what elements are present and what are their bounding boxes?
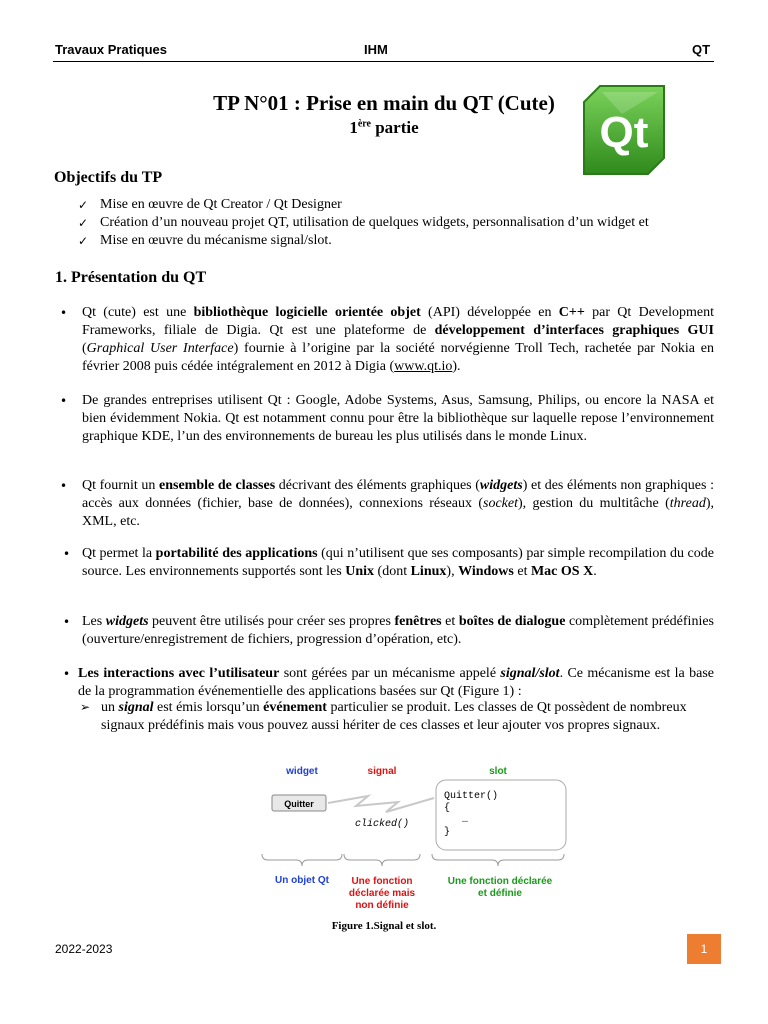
bullet-icon: • <box>63 667 71 681</box>
paragraph-portability: Qt permet la portabilité des applications (qui n’utilisent que ses composants) par simple recompilation du code source. Les environnements supportés sont les Unix (dont Linux), Windows et Mac OS X. <box>82 546 714 579</box>
figure-label-signal: signal <box>367 766 397 777</box>
figure-label-widget: widget <box>286 766 318 777</box>
figure-quit-button-label: Quitter <box>284 799 314 809</box>
paragraph-signal: un signal est émis lorsqu’un événement particulier se produit. Les classes de Qt possèdent de nombreux signaux prédéfinis mais vous pouvez aussi hériter de ces classes et leur ajouter vos propres signaux. <box>101 700 687 733</box>
objectives-list <box>78 196 738 250</box>
figure-brace-slot <box>432 854 564 866</box>
figure-caption: Figure 1.Signal et slot. <box>331 920 437 932</box>
bullet-icon: • <box>60 306 68 320</box>
objective-item: ✓ Mise en œuvre du mécanisme signal/slot. <box>78 233 332 248</box>
figure-code-line: } <box>444 827 451 838</box>
objective-item: ✓ Mise en œuvre de Qt Creator / Qt Designer <box>78 197 342 212</box>
header-left: Travaux Pratiques <box>55 42 167 57</box>
figure-desc-slot: et définie <box>478 888 522 899</box>
paragraph-qt-intro: Qt (cute) est une bibliothèque logicielle orientée objet (API) développée en C++ par Qt Development Frameworks, filiale de Digia. Qt est une plateforme de développement d’interfaces graphiques GUI (Graphical User Interface) fournie à l’origine par la société norvégienne Troll Tech, rachetée par Nokia en février 2008 puis cédée intégralement en 2012 à Digia (www.qt.io). <box>82 305 715 374</box>
figure-signal-fn: clicked() <box>354 819 410 830</box>
paragraph-interactions: Les interactions avec l’utilisateur sont gérées par un mécanisme appelé signal/slot. Ce mécanisme est la base de la programmation événementielle des applications basées sur Qt (Figure 1) : <box>78 666 714 699</box>
figure-code-line: … <box>462 815 469 826</box>
figure-code-line: { <box>444 803 451 814</box>
arrow-bullet-icon: ➢ <box>80 700 91 714</box>
bullet-icon: • <box>63 547 71 561</box>
check-icon: ✓ <box>78 198 89 212</box>
logo-text: Qt <box>599 108 649 157</box>
figure-code-line: Quitter() <box>444 791 499 802</box>
bullet-icon: • <box>63 615 71 629</box>
bullet-icon: • <box>60 479 68 493</box>
footer-year: 2022-2023 <box>55 942 113 956</box>
figure-desc-signal: Une fonction <box>351 876 413 887</box>
paragraph-companies: De grandes entreprises utilisent Qt : Google, Adobe Systems, Asus, Samsung, Philips, ou encore la NASA et bien évidemment Nokia. Qt est notamment connu pour être la bibliothèque sur laquelle repose l’environnement graphique KDE, l’un des environnements de bureau les plus utilisés dans le monde Linux. <box>82 393 714 444</box>
page-title: TP N°01 : Prise en main du QT (Cute) <box>213 91 555 115</box>
figure-label-slot: slot <box>489 766 507 777</box>
header-right: QT <box>692 42 711 57</box>
header-rule <box>53 61 714 62</box>
figure-brace-signal <box>344 854 420 866</box>
page-subtitle: 1ère partie <box>349 118 419 137</box>
objective-item: ✓ Création d’un nouveau projet QT, utilisation de quelques widgets, personnalisation d’un widget et <box>78 215 649 230</box>
qt-website-link[interactable]: www.qt.io <box>394 359 453 374</box>
check-icon: ✓ <box>78 234 89 248</box>
figure-desc-widget: Un objet Qt <box>275 875 329 886</box>
check-icon: ✓ <box>78 216 89 230</box>
paragraph-classes: Qt fournit un ensemble de classes décrivant des éléments graphiques (widgets) et des éléments non graphiques : accès aux données (fichier, base de données), connexions réseaux (socket), gestion du multitâche (thread), XML, etc. <box>82 478 714 529</box>
objectives-heading: Objectifs du TP <box>54 169 163 186</box>
figure-brace-widget <box>262 854 342 866</box>
figure-desc-signal: déclarée mais <box>348 888 416 899</box>
signal-slot-figure <box>258 762 578 912</box>
figure-desc-signal: non définie <box>355 900 409 911</box>
paragraph-widgets: Les widgets peuvent être utilisés pour créer ses propres fenêtres et boîtes de dialogue complètement prédéfinies (ouverture/enregistrement de fichiers, progression d’opération, etc). <box>82 614 714 647</box>
figure-desc-slot: Une fonction déclarée <box>447 876 553 887</box>
page-number: 1 <box>687 934 721 964</box>
header-center: IHM <box>364 42 388 57</box>
section-heading: 1. Présentation du QT <box>55 269 207 286</box>
figure-signal-connector <box>328 796 434 812</box>
bullet-icon: • <box>60 394 68 408</box>
qt-logo <box>582 84 666 176</box>
